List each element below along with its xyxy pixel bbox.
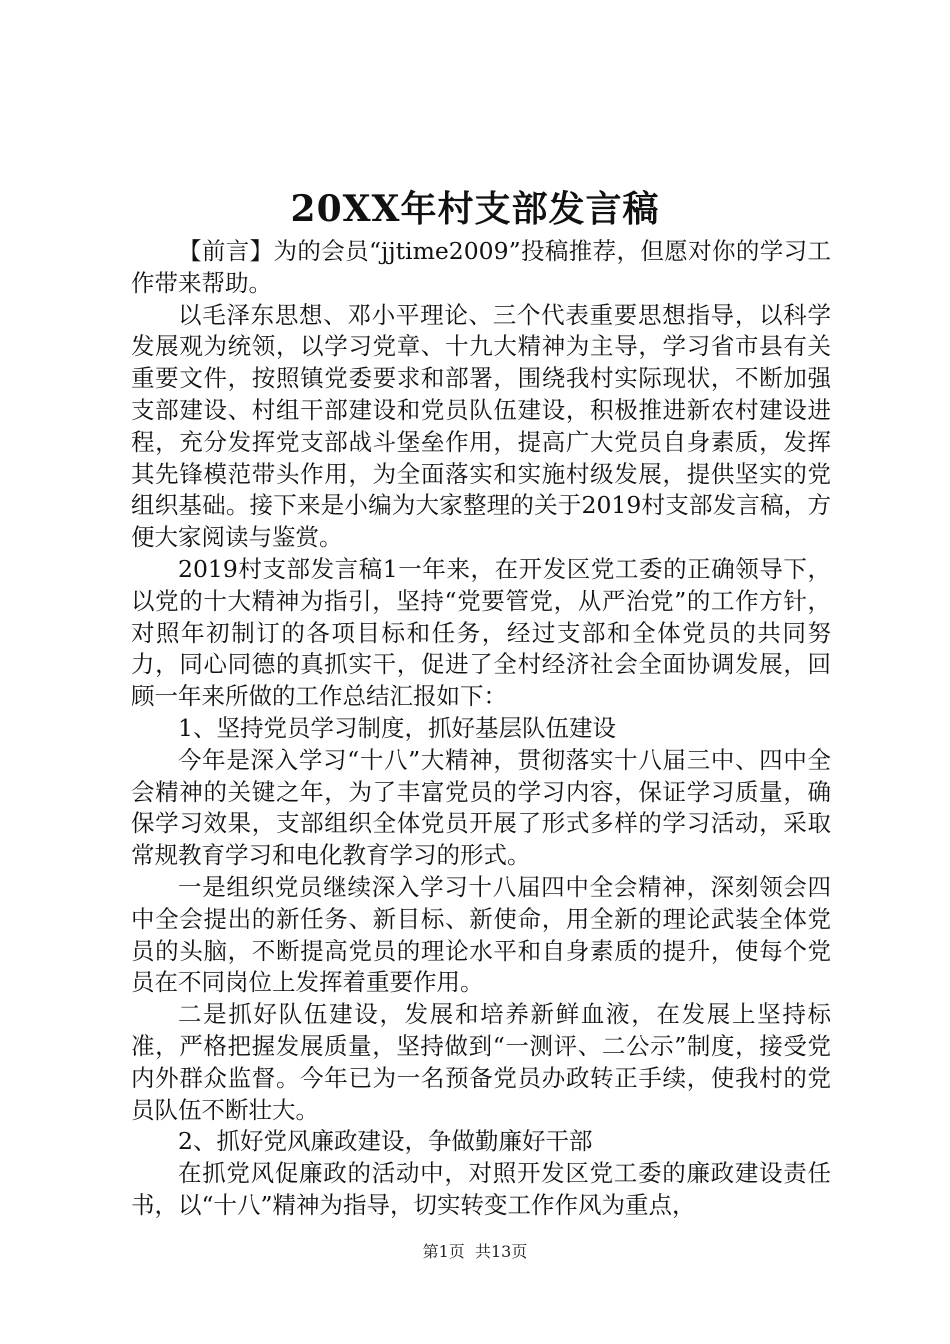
document-title: 20XX年村支部发言稿 <box>290 188 660 230</box>
section-heading-1: 1、坚持党员学习制度，抓好基层队伍建设 <box>178 713 616 742</box>
page-number: 第1页 <box>422 1242 465 1261</box>
page-total: 共13页 <box>474 1242 528 1261</box>
page-footer <box>0 1240 950 1264</box>
paragraph-preface: 【前言】为的会员“jjtime2009”投稿推荐，但愿对你的学习工作带来帮助。 <box>131 237 831 297</box>
paragraph-integrity: 在抓党风促廉政的活动中，对照开发区党工委的廉政建设责任书，以“十八”精神为指导，切实转变工作作风为重点， <box>131 1159 831 1219</box>
paragraph-study: 今年是深入学习“十八”大精神，贯彻落实十八届三中、四中全会精神的关键之年，为了丰富党员的学习内容，保证学习质量，确保学习效果，支部组织全体党员开展了形式多样的学习活动，采取常规教育学习和电化教育学习的形式。 <box>131 745 831 870</box>
paragraph-point-two: 二是抓好队伍建设，发展和培养新鲜血液，在发展上坚持标准，严格把握发展质量，坚持做到“一测评、二公示”制度，接受党内外群众监督。今年已为一名预备党员办政转正手续，使我村的党员队伍不断壮大。 <box>131 1000 831 1124</box>
paragraph-summary: 2019村支部发言稿1一年来，在开发区党工委的正确领导下，以党的十大精神为指引，坚持“党要管党，从严治党”的工作方针，对照年初制订的各项目标和任务，经过支部和全体党员的共同努力，同心同德的真抓实干，促进了全村经济社会全面协调发展，回顾一年来所做的工作总结汇报如下： <box>131 554 831 711</box>
paragraph-point-one: 一是组织党员继续深入学习十八届四中全会精神，深刻领会四中全会提出的新任务、新目标、新使命，用全新的理论武装全体党员的头脑，不断提高党员的理论水平和自身素质的提升，使每个党员在不同岗位上发挥着重要作用。 <box>131 872 831 997</box>
document-body <box>131 236 831 1222</box>
paragraph-intro: 以毛泽东思想、邓小平理论、三个代表重要思想指导，以科学发展观为统领，以学习党章、十九大精神为主导，学习省市县有关重要文件，按照镇党委要求和部署，围绕我村实际现状，不断加强支部建设、村组干部建设和党员队伍建设，积极推进新农村建设进程，充分发挥党支部战斗堡垒作用，提高广大党员自身素质，发挥其先锋模范带头作用，为全面落实和实施村级发展，提供坚实的党组织基础。接下来是小编为大家整理的关于2019村支部发言稿，方便大家阅读与鉴赏。 <box>131 300 831 552</box>
section-heading-2: 2、抓好党风廉政建设，争做勤廉好干部 <box>178 1127 593 1156</box>
